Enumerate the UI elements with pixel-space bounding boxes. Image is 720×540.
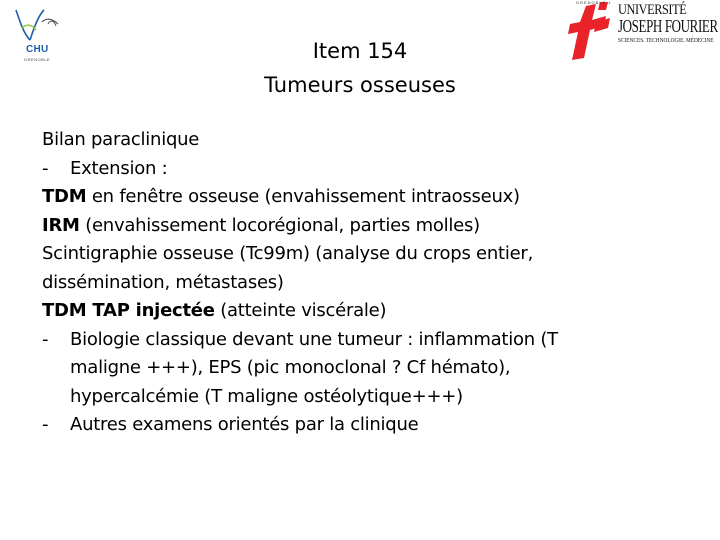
bullet-autres	[42, 411, 702, 440]
item-tdm-tap-label: TDM TAP injectée	[42, 300, 215, 321]
item-scinti-line-2: dissémination, métastases)	[42, 271, 284, 293]
bullet-dash: -	[42, 328, 49, 350]
bullet-extension-text: Extension :	[70, 157, 168, 179]
bullet-biologie-line-2: maligne +++), EPS (pic monoclonal ? Cf hémato),	[70, 357, 511, 378]
item-tdm-text: en fenêtre osseuse (envahissement intraosseux)	[86, 186, 520, 207]
item-irm	[42, 212, 702, 241]
title-line-1: Item 154	[312, 39, 408, 63]
section-heading: Bilan paraclinique	[42, 129, 200, 150]
bullet-biologie-line-1: Biologie classique devant une tumeur : inflammation (T	[70, 328, 558, 350]
chu-label: CHU	[26, 44, 49, 55]
title-line-2: Tumeurs osseuses	[264, 73, 456, 97]
bullet-biologie	[42, 326, 702, 412]
bullet-autres-text: Autres examens orientés par la clinique	[70, 414, 419, 435]
slide-title	[0, 34, 720, 102]
bullet-dash: -	[42, 157, 49, 179]
item-tdm-label: TDM	[42, 186, 87, 207]
item-irm-label: IRM	[42, 214, 80, 236]
bullet-dash: -	[42, 414, 49, 435]
bullet-biologie-text	[70, 326, 558, 412]
slide-body	[42, 126, 702, 440]
ujf-name-line3: SCIENCES. TECHNOLOGIE. MÉDECINE	[618, 37, 714, 44]
item-irm-text: (envahissement locorégional, parties molles)	[79, 214, 480, 236]
item-scinti-line-1: Scintigraphie osseuse (Tc99m) (analyse du crops entier,	[42, 243, 534, 264]
item-tdm-tap	[42, 297, 702, 326]
item-tdm-tap-text: (atteinte viscérale)	[214, 300, 387, 321]
ujf-name-line1: UNIVERSITÉ	[618, 2, 687, 18]
bullet-extension	[42, 155, 702, 184]
ujf-tag: GRENOBLE 1	[576, 0, 612, 5]
item-tdm	[42, 183, 702, 212]
chu-sub-label: GRENOBLE	[24, 57, 51, 62]
bullet-biologie-line-3: hypercalcémie (T maligne ostéolytique+++)	[70, 385, 463, 407]
ujf-name-line2: JOSEPH FOURIER	[618, 16, 718, 36]
